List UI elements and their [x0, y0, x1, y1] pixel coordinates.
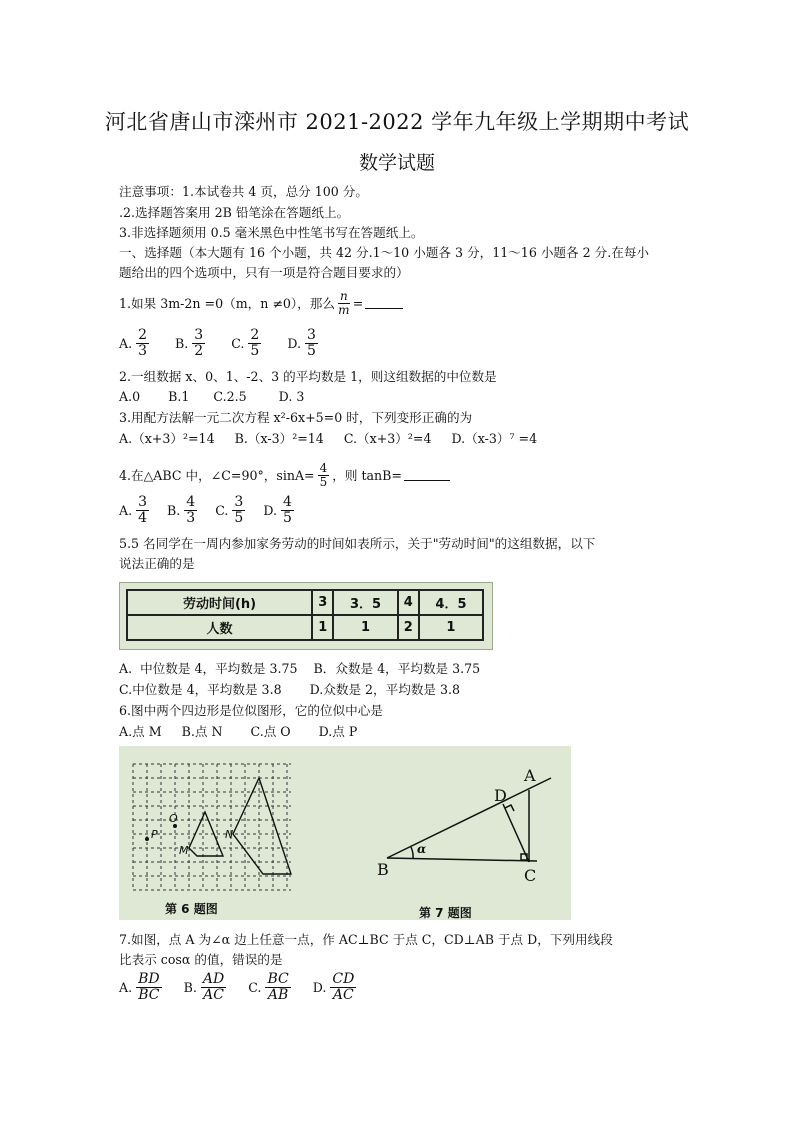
q1-fraction-num: n	[340, 289, 348, 303]
table-row	[127, 615, 483, 640]
figure-7-caption: 第 7 题图	[419, 906, 472, 920]
q6-options: A.点 M B.点 N C.点 O D.点 P	[119, 724, 358, 739]
table-cell: 3．5	[333, 590, 397, 615]
q4-fraction	[318, 462, 330, 489]
q1-option-b-den: 2	[194, 343, 204, 359]
q5-stem-line-2: 说法正确的是	[119, 556, 195, 571]
q1-option-d-label: D.	[287, 336, 301, 351]
q1-stem	[119, 290, 403, 317]
point-p-dot	[145, 837, 149, 841]
q1-options	[119, 328, 344, 359]
q4-option-a-num: 3	[138, 494, 148, 510]
q1-option-c-den: 5	[250, 343, 260, 359]
q7-option-c	[248, 972, 290, 1003]
q7-option-c-label: C.	[248, 980, 262, 995]
q4-answer-blank	[404, 470, 450, 481]
q7-option-b-num: AD	[202, 971, 225, 987]
q4-option-a-den: 4	[138, 510, 148, 526]
q7-option-b-den: AC	[203, 987, 224, 1003]
q4-option-d-num: 4	[283, 494, 292, 510]
q4-option-a-label: A.	[119, 503, 133, 518]
q4-option-c-den: 5	[234, 510, 244, 526]
note-line-3: 3.非选择题须用 0.5 毫米黑色中性笔书写在答题纸上。	[119, 225, 424, 240]
table-cell: 4	[398, 590, 419, 615]
q6-stem: 6.图中两个四边形是位似图形，它的位似中心是	[119, 703, 383, 718]
q1-option-a-num: 2	[138, 327, 148, 343]
q4-option-b-label: B.	[167, 503, 181, 518]
table-cell: 人数	[127, 615, 312, 640]
section-heading-line-1: 一、选择题（本大题有 16 个小题，共 42 分.1～10 小题各 3 分，11～16 小题各 2 分.在每小	[119, 245, 650, 260]
q5-options-line-2: C.中位数是 4，平均数是 3.8 D.众数是 2，平均数是 3.8	[119, 682, 461, 697]
q3-options: A.（x+3）²=14 B.（x-3）²=14 C.（x+3）²=4 D.（x-3）⁷ =4	[119, 431, 538, 446]
exam-subtitle: 数学试题	[358, 152, 435, 174]
table-cell: 1	[419, 615, 483, 640]
q4-option-b-den: 3	[186, 510, 196, 526]
q1-stem-text: 1.如果 3m-2n =0（m，n ≠0），那么	[119, 295, 335, 311]
q7-option-a-den: BC	[138, 987, 160, 1003]
label-alpha: α	[417, 842, 427, 856]
note-line-1: 注意事项：1.本试卷共 4 页，总分 100 分。	[119, 184, 368, 199]
q5-stem-line-1: 5.5 名同学在一周内参加家务劳动的时间如表所示，关于"劳动时间"的这组数据，以下	[119, 536, 596, 551]
q4-option-c-num: 3	[234, 494, 244, 510]
q4-option-b-num: 4	[186, 494, 196, 510]
q7-option-b	[184, 972, 227, 1003]
label-o: O	[169, 812, 178, 825]
q5-table-image	[119, 582, 493, 650]
label-p: P	[151, 828, 158, 841]
q7-option-a	[119, 972, 162, 1003]
q1-option-d-num: 3	[307, 327, 316, 343]
table-cell: 劳动时间(h)	[127, 590, 312, 615]
q7-option-a-num: BD	[138, 971, 160, 987]
q1-fraction	[338, 290, 350, 317]
q1-option-a-den: 3	[138, 343, 148, 359]
label-n: N	[225, 828, 234, 841]
q4-options	[119, 495, 312, 526]
q7-option-c-num: BC	[267, 971, 289, 987]
q7-stem-line-1: 7.如图，点 A 为∠α 边上任意一点，作 AC⊥BC 于点 C，CD⊥AB 于点 D，下列用线段	[119, 932, 613, 947]
q1-option-c-label: C.	[231, 336, 245, 351]
label-a: A	[524, 766, 536, 785]
q1-fraction-den: m	[338, 303, 350, 317]
q4-option-a	[119, 495, 149, 526]
table-cell: 4．5	[419, 590, 483, 615]
exam-title: 河北省唐山市滦州市 2021-2022 学年九年级上学期期中考试	[104, 110, 690, 134]
label-c: C	[524, 866, 537, 885]
label-b: B	[377, 860, 389, 879]
q7-option-c-den: AB	[267, 987, 289, 1003]
q7-options	[119, 972, 378, 1003]
section-heading-line-2: 题给出的四个选项中，只有一项是符合题目要求的）	[119, 265, 409, 280]
q5-options-line-1: A. 中位数是 4，平均数是 3.75 B．众数是 4，平均数是 3.75	[119, 661, 481, 676]
q1-answer-blank	[365, 298, 403, 309]
table-cell: 1	[333, 615, 397, 640]
table-row	[127, 590, 483, 615]
q7-option-b-label: B.	[183, 980, 197, 995]
q7-option-d-den: AC	[332, 987, 354, 1003]
q1-option-a-label: A.	[119, 336, 133, 351]
q4-stem-tail: ，则 tanB=	[332, 467, 402, 483]
q1-equals: =	[352, 295, 364, 311]
figure-6-caption: 第 6 题图	[165, 902, 218, 916]
q1-option-c-num: 2	[250, 327, 260, 343]
q4-option-d-label: D.	[263, 503, 277, 518]
q5-table	[126, 589, 484, 641]
table-cell: 3	[312, 590, 333, 615]
q7-option-d	[313, 972, 357, 1003]
q1-option-a	[119, 328, 149, 359]
figure-7-triangle	[387, 778, 551, 862]
q4-option-c	[215, 495, 245, 526]
q2-stem: 2.一组数据 x、0、1、-2、3 的平均数是 1，则这组数据的中位数是	[119, 369, 497, 384]
table-cell: 1	[312, 615, 333, 640]
table-cell: 2	[398, 615, 419, 640]
q4-option-d-den: 5	[283, 510, 292, 526]
q1-option-c	[231, 328, 261, 359]
q7-option-a-label: A.	[119, 980, 133, 995]
note-line-2: .2.选择题答案用 2B 铅笔涂在答题纸上。	[119, 205, 350, 220]
q4-fraction-den: 5	[319, 475, 328, 489]
q2-options: A.0 B.1 C.2.5 D. 3	[119, 389, 305, 404]
q4-stem-text: 4.在△ABC 中，∠C=90°，sinA=	[119, 467, 315, 483]
q1-option-b-num: 3	[194, 327, 204, 343]
q4-stem	[119, 462, 450, 489]
q4-option-b	[167, 495, 197, 526]
q7-option-d-num: CD	[332, 971, 355, 987]
label-m: M	[179, 844, 189, 857]
q1-option-b-label: B.	[175, 336, 189, 351]
q4-option-d	[263, 495, 294, 526]
q7-option-d-label: D.	[312, 980, 327, 995]
figure-6-grid	[119, 746, 571, 920]
q1-option-d-den: 5	[307, 343, 316, 359]
figures-image	[119, 746, 571, 920]
q1-option-d	[287, 328, 318, 359]
q4-fraction-num: 4	[319, 461, 328, 475]
q1-option-b	[175, 328, 205, 359]
label-d: D	[494, 786, 507, 805]
q3-stem: 3.用配方法解一元二次方程 x²-6x+5=0 时，下列变形正确的为	[119, 410, 473, 425]
q4-option-c-label: C.	[215, 503, 229, 518]
q7-stem-line-2: 比表示 cosα 的值，错误的是	[119, 952, 283, 967]
